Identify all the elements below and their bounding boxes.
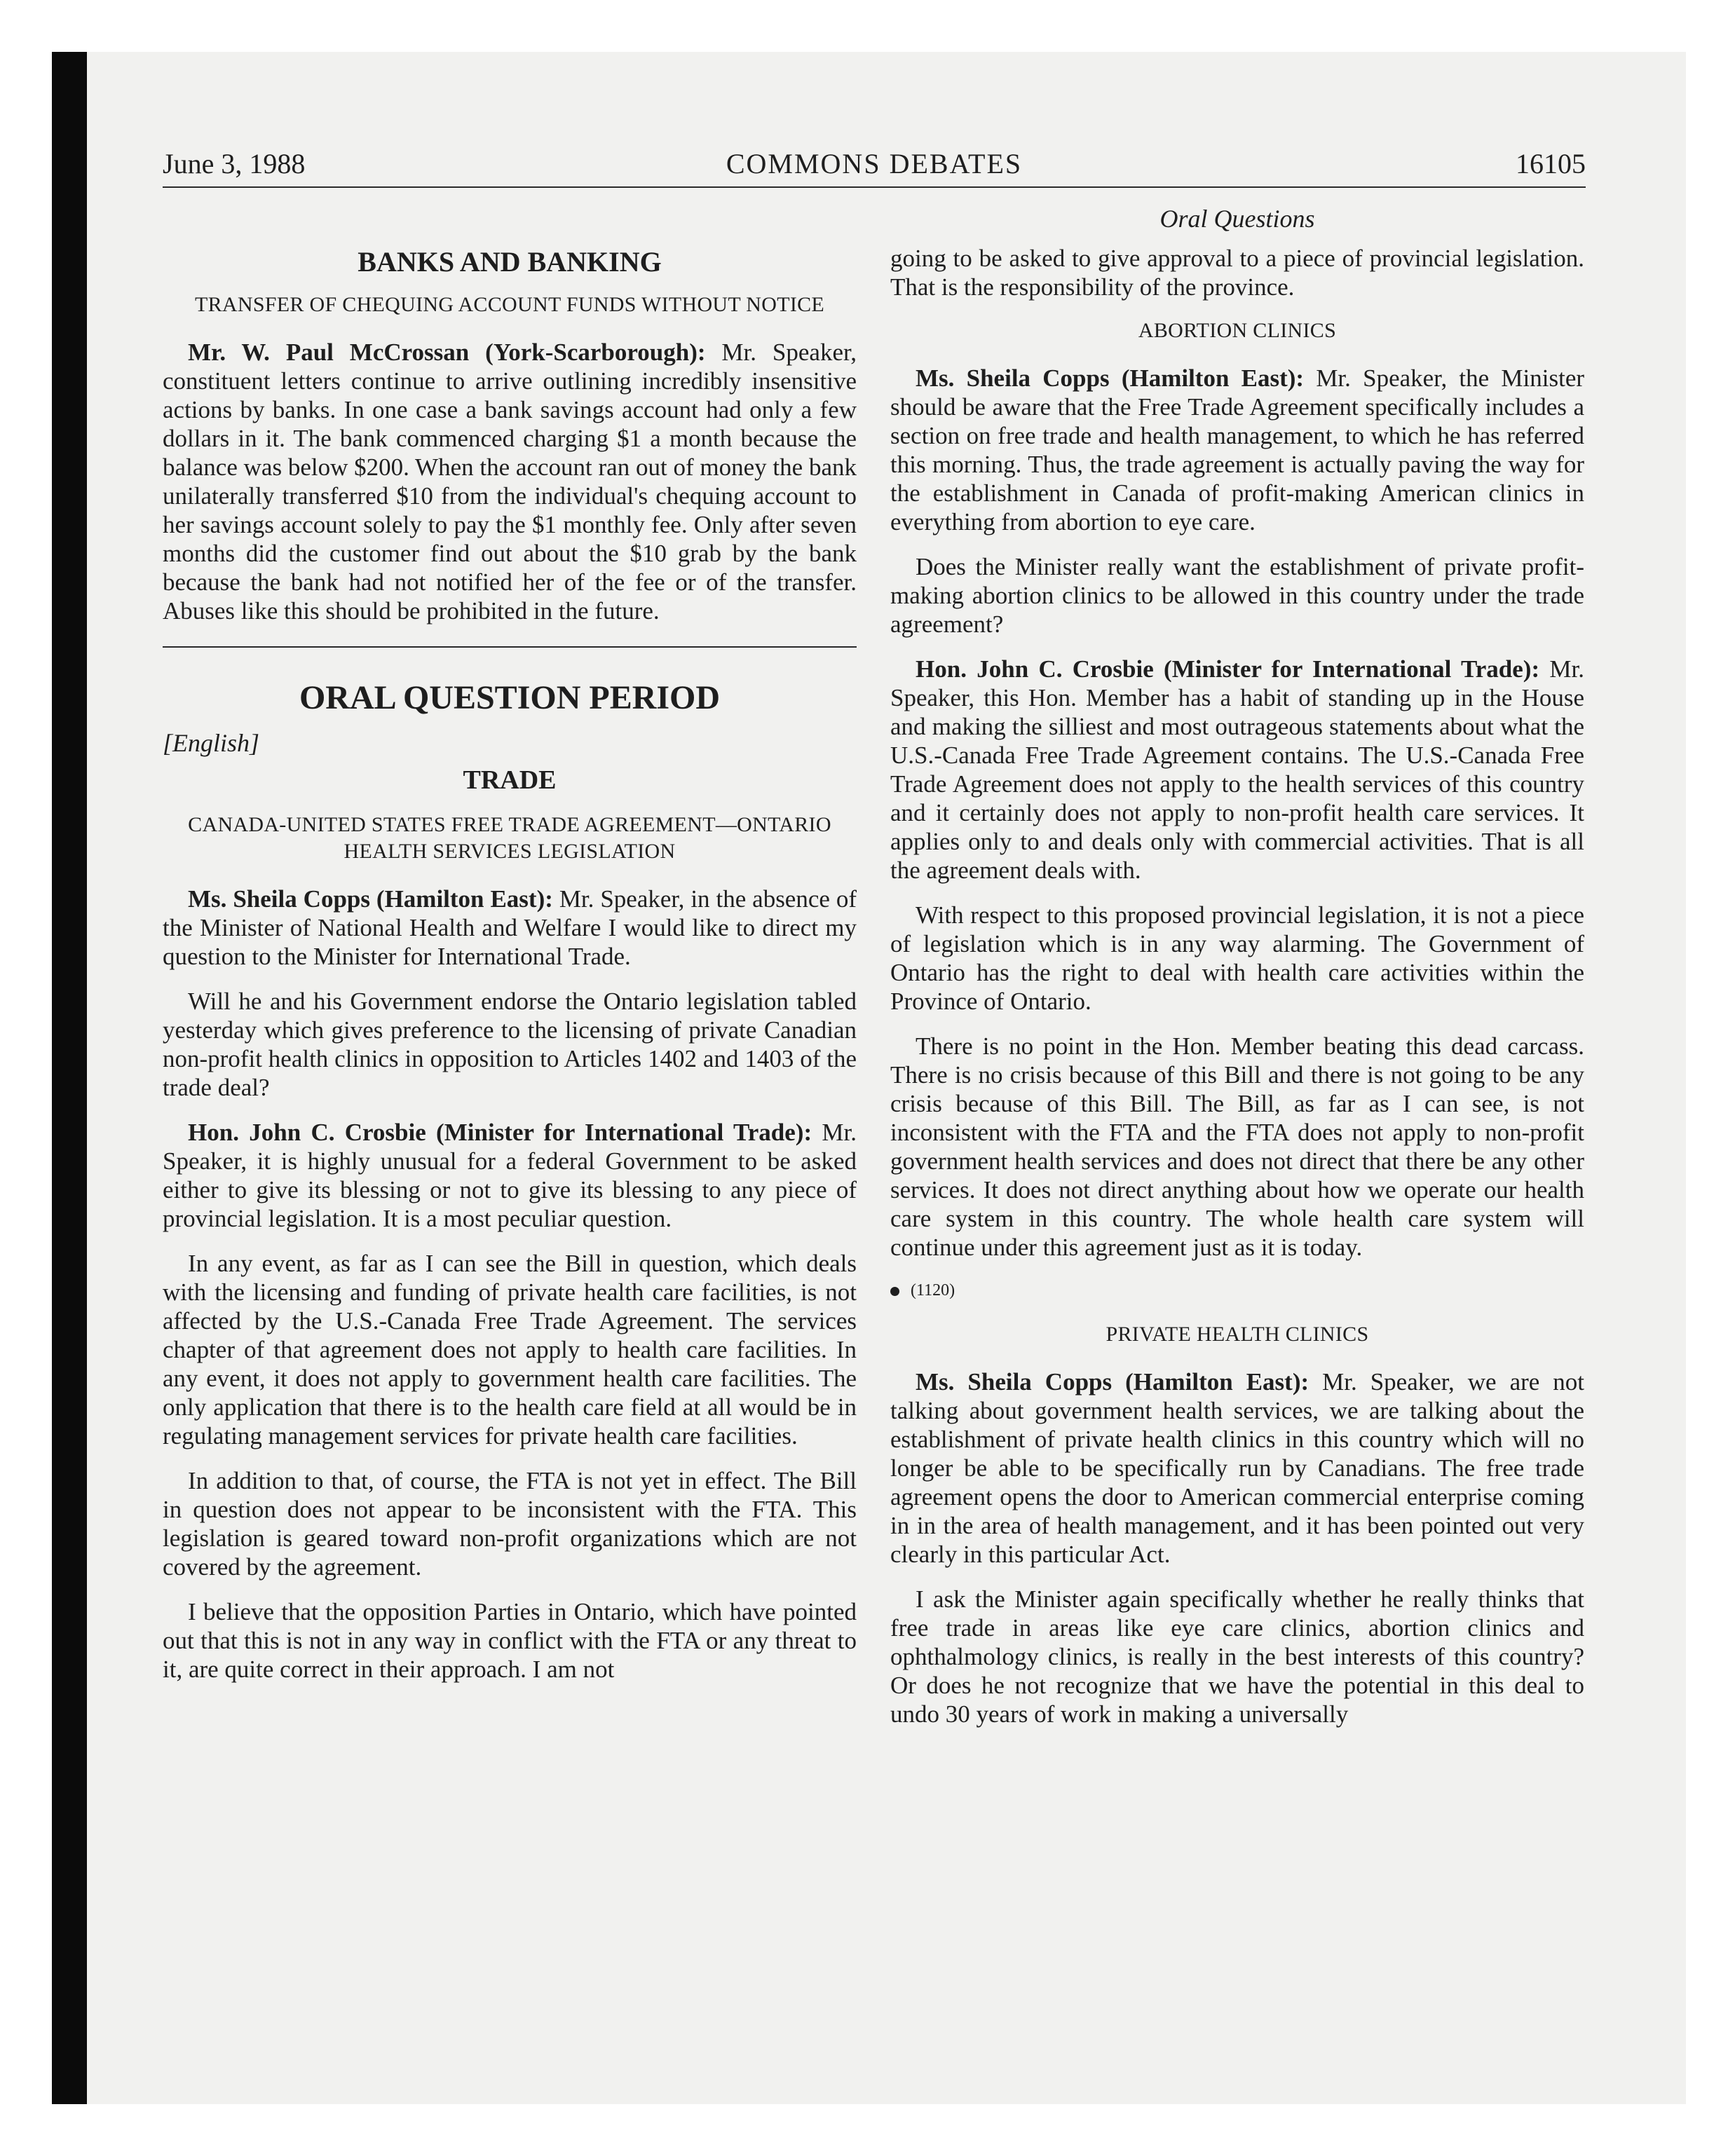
language-tag: [English] — [163, 729, 260, 757]
scan-border-edge — [52, 52, 87, 2104]
paragraph-copps-question — [163, 885, 857, 971]
paragraph: In any event, as far as I can see the Bill in question, which deals with the licensing and funding of private health care facilities, is not affected by the U.S.-Canada Free Trade Agreement. The services chapter of that agreement does not apply to health care facilities. In any event, it does not apply to government health care facilities. The only application that there is to the health care field at all would be in regulating management services for private health care facilities. — [163, 1250, 857, 1449]
paragraph-copps-question — [890, 364, 1584, 536]
paragraph-text: Mr. Speaker, this Hon. Member has a habit of standing up in the House and making the silliest and most outrageous statements about what the U.S.-Canada Free Trade Agreement contains. The U.S.-Canada Free Trade Agreement does not apply to the health services of this country and it certainly does not apply to non-profit health care services. It applies only to and deals only with commercial activities. That is all the agreement deals with. — [890, 655, 1584, 884]
paragraph: There is no point in the Hon. Member beating this dead carcass. There is no crisis because of this Bill and there is not going to be any crisis because of this Bill. The Bill, as far as I can see, is not inconsistent with the FTA and the FTA does not apply to non-profit government health services and does not direct that there be any other services. It does not direct anything about how we operate our health care system in this country. The whole health care system will continue under this agreement just as it is today. — [890, 1032, 1584, 1261]
topic-heading: TRADE — [463, 765, 557, 795]
paragraph: I ask the Minister again specifically whether he really thinks that free trade in areas like eye care clinics, abortion clinics and ophthalmology clinics, is really in the best interests of this country? Or does he not recognize that we have the potential in this deal to undo 30 years of work in making a universally — [890, 1585, 1584, 1728]
section-divider — [163, 646, 857, 648]
paragraph-mccrossan — [163, 338, 857, 625]
speaker-name: Hon. John C. Crosbie (Minister for International Trade): — [916, 655, 1540, 683]
time-marker — [890, 1278, 1584, 1303]
time-marker-text: (1120) — [911, 1281, 955, 1299]
paragraph-crosbie-answer — [890, 655, 1584, 885]
right-column — [890, 203, 1584, 1745]
subheading-private-health-clinics: PRIVATE HEALTH CLINICS — [1105, 1323, 1369, 1346]
header-date: June 3, 1988 — [163, 148, 306, 179]
paragraph-text: Mr. Speaker, constituent letters continue to arrive outlining incredibly insensitive actions by banks. In one case a bank savings account had only a few dollars in it. The bank commenced charging $1 a month because the balance was below $200. When the account ran out of money the bank unilaterally transferred $10 from the individual's chequing account to her savings account solely to pay the $1 monthly fee. Only after seven months did the customer find out about the $10 grab by the bank because the bank had not notified her of the fee or of the transfer. Abuses like this should be prohibited in the future. — [163, 339, 857, 625]
paragraph: I believe that the opposition Parties in Ontario, which have pointed out that this is not in any way in conflict with the FTA or any threat to it, are quite correct in their approach. I am not — [163, 1598, 857, 1683]
speaker-name: Mr. W. Paul McCrossan (York-Scarborough): — [188, 339, 706, 366]
subheading-transfer: TRANSFER OF CHEQUING ACCOUNT FUNDS WITHOUT NOTICE — [194, 293, 825, 316]
subheading-abortion-clinics: ABORTION CLINICS — [1138, 319, 1337, 342]
paragraph: With respect to this proposed provincial legislation, it is not a piece of legislation which is in any way alarming. The Government of Ontario has the right to deal with health care activities within the Province of Ontario. — [890, 901, 1584, 1015]
header-title: COMMONS DEBATES — [726, 148, 1023, 179]
paragraph-continued: going to be asked to give approval to a piece of provincial legislation. That is the responsibility of the province. — [890, 245, 1584, 301]
paragraph: Will he and his Government endorse the Ontario legislation tabled yesterday which gives preference to the licensing of private Canadian non-profit health clinics in opposition to Articles 1402 and 1403 of the trade deal? — [163, 988, 857, 1101]
running-head: Oral Questions — [1159, 205, 1315, 233]
paragraph: In addition to that, of course, the FTA is not yet in effect. The Bill in question does not appear to be inconsistent with the FTA. This legislation is geared toward non-profit organizations which are not covered by the agreement. — [163, 1467, 857, 1581]
oral-question-period-title: ORAL QUESTION PERIOD — [299, 679, 721, 716]
paragraph-crosbie-answer — [163, 1118, 857, 1233]
paragraph-text: Mr. Speaker, we are not talking about government health services, we are talking about the establishment of private health clinics in this country which will no longer be able to be specifically run by Canadians. The free trade agreement opens the door to American commercial enterprise coming in in the area of health management, and it has been pointed out very clearly in this particular Act. — [890, 1368, 1585, 1568]
paragraph-text: Mr. Speaker, the Minister should be aware that the Free Trade Agreement specifically includes a section on free trade and health management, to which he has referred this morning. Thus, the trade agreement is actually paving the way for the establishment in Canada of profit-making American clinics in everything from abortion to eye care. — [890, 364, 1585, 535]
page-header — [163, 144, 1586, 188]
speaker-name: Ms. Sheila Copps (Hamilton East): — [916, 364, 1305, 392]
header-page-number: 16105 — [1516, 148, 1586, 179]
speaker-name: Hon. John C. Crosbie (Minister for International Trade): — [188, 1119, 812, 1146]
left-column — [163, 203, 857, 1700]
bullet-icon — [890, 1287, 899, 1296]
paragraph: Does the Minister really want the establishment of private profit-making abortion clinics to be allowed in this country under the trade agreement? — [890, 553, 1584, 638]
speaker-name: Ms. Sheila Copps (Hamilton East): — [188, 885, 553, 913]
paragraph-copps-question — [890, 1367, 1584, 1569]
paragraph-text: Mr. Speaker, it is highly unusual for a federal Government to be asked either to give its blessing or not to give its blessing to any piece of provincial legislation. It is a most peculiar question. — [163, 1119, 857, 1232]
section-title-banks: BANKS AND BANKING — [358, 246, 662, 278]
subheading-fta-ontario: CANADA-UNITED STATES FREE TRADE AGREEMENT—ONTARIO HEALTH SERVICES LEGISLATION — [188, 813, 831, 863]
paragraph-text: Mr. Speaker, in the absence of the Minister of National Health and Welfare I would like to direct my question to the Minister for International Trade. — [163, 885, 857, 970]
speaker-name: Ms. Sheila Copps (Hamilton East): — [916, 1368, 1309, 1396]
